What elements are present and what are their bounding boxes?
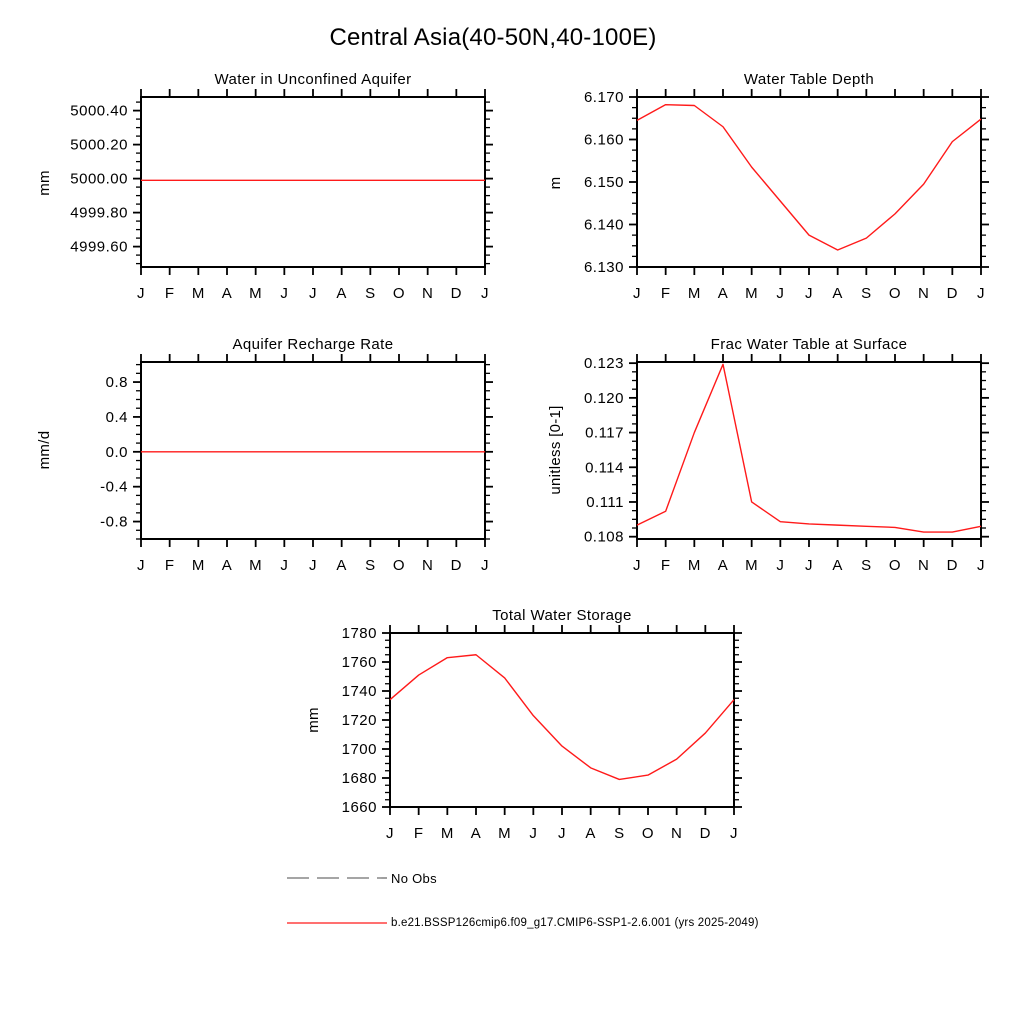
y-tick-label: 5000.40: [70, 102, 128, 120]
x-tick-label: A: [336, 285, 347, 302]
plot-frame: [637, 97, 981, 267]
plot-area: [11, 330, 515, 577]
x-tick-label: N: [421, 285, 434, 302]
y-tick-label: 6.150: [583, 174, 624, 191]
x-tick-label: M: [249, 557, 263, 574]
x-tick-label: J: [481, 557, 489, 574]
series-line: [390, 655, 734, 780]
x-tick-label: J: [558, 825, 566, 842]
x-tick-label: O: [888, 285, 902, 302]
x-tick-label: F: [413, 825, 424, 842]
y-tick-label: -0.8: [100, 513, 128, 531]
no-obs-dashed-line-swatch: [285, 870, 388, 886]
x-tick-label: J: [633, 557, 641, 574]
y-axis-label: mm: [305, 707, 322, 733]
chart-water-in-unconfined-aquifer: [11, 65, 515, 305]
x-tick-label: J: [280, 285, 289, 302]
x-tick-label: J: [309, 557, 317, 574]
x-tick-label: A: [832, 557, 843, 574]
y-tick-label: 0.123: [583, 355, 624, 373]
x-tick-label: S: [614, 825, 625, 842]
y-axis-label: mm/d: [36, 430, 53, 470]
x-tick-label: J: [137, 557, 145, 574]
y-tick-label: 0.111: [586, 493, 624, 511]
x-tick-label: J: [805, 557, 813, 574]
chart-title: Water in Unconfined Aquifer: [214, 71, 412, 88]
x-tick-label: M: [191, 285, 205, 302]
x-tick-label: M: [745, 557, 759, 574]
x-tick-label: M: [191, 557, 205, 574]
x-tick-label: N: [917, 557, 930, 574]
x-tick-label: S: [861, 557, 872, 574]
plot-frame: [141, 97, 485, 267]
chart-title: Total Water Storage: [492, 607, 632, 624]
y-tick-label: 6.130: [583, 259, 624, 276]
y-tick-label: 6.160: [583, 131, 624, 149]
x-tick-label: A: [717, 557, 729, 574]
y-axis-label: unitless [0-1]: [547, 405, 564, 495]
y-tick-label: 6.170: [583, 89, 624, 106]
plot-area: [507, 330, 1011, 577]
x-tick-label: A: [221, 557, 233, 574]
x-tick-label: N: [917, 285, 930, 302]
x-tick-label: S: [365, 285, 376, 302]
x-tick-label: F: [660, 285, 671, 302]
x-tick-label: D: [450, 285, 463, 302]
chart-aquifer-recharge-rate: [11, 330, 515, 577]
x-tick-label: O: [392, 285, 406, 302]
y-tick-label: 1720: [341, 712, 377, 729]
x-tick-label: D: [699, 825, 712, 842]
x-tick-label: A: [221, 285, 233, 302]
y-tick-label: 0.4: [105, 408, 128, 426]
legend-label-model-run: b.e21.BSSP126cmip6.f09_g17.CMIP6-SSP1-2.6.001 (yrs 2025-2049): [391, 917, 759, 929]
y-axis-label: mm: [36, 170, 53, 196]
x-tick-label: O: [392, 557, 406, 574]
x-tick-label: D: [946, 557, 959, 574]
y-tick-label: 5000.20: [70, 136, 128, 154]
x-tick-label: M: [745, 285, 759, 302]
x-tick-label: J: [776, 285, 785, 302]
x-tick-label: J: [977, 557, 985, 574]
y-tick-label: 0.117: [585, 424, 624, 442]
y-tick-label: 0.0: [105, 443, 128, 461]
x-tick-label: D: [450, 557, 463, 574]
x-tick-label: D: [946, 285, 959, 302]
x-tick-label: O: [888, 557, 902, 574]
y-tick-label: 1660: [341, 799, 377, 816]
y-tick-label: 1780: [341, 625, 377, 642]
plot-area: [11, 65, 515, 305]
y-tick-label: 0.114: [585, 459, 624, 477]
x-tick-label: A: [832, 285, 843, 302]
x-tick-label: A: [336, 557, 347, 574]
x-tick-label: M: [687, 557, 701, 574]
x-tick-label: F: [660, 557, 671, 574]
chart-water-table-depth: [507, 65, 1011, 305]
x-tick-label: J: [633, 285, 641, 302]
y-axis-label: m: [547, 176, 564, 190]
x-tick-label: S: [861, 285, 872, 302]
x-tick-label: F: [164, 557, 175, 574]
x-tick-label: J: [386, 825, 394, 842]
x-tick-label: N: [670, 825, 683, 842]
x-tick-label: J: [280, 557, 289, 574]
chart-title: Frac Water Table at Surface: [710, 336, 908, 353]
x-tick-label: F: [164, 285, 175, 302]
x-tick-label: A: [470, 825, 482, 842]
series-line-swatch: [285, 915, 388, 931]
figure-title: Central Asia(40-50N,40-100E): [329, 24, 657, 51]
series-line: [637, 364, 981, 532]
plot-area: [260, 601, 764, 845]
y-tick-label: 0.8: [105, 374, 128, 392]
x-tick-label: S: [365, 557, 376, 574]
x-tick-label: J: [730, 825, 738, 842]
y-tick-label: 1680: [341, 770, 377, 787]
x-tick-label: O: [641, 825, 655, 842]
x-tick-label: J: [137, 285, 145, 302]
legend-entry-no-obs: [285, 870, 437, 886]
y-tick-label: 1700: [341, 741, 377, 758]
chart-total-water-storage: [260, 601, 764, 845]
plot-frame: [390, 633, 734, 807]
y-tick-label: 4999.60: [70, 238, 128, 256]
x-tick-label: J: [805, 285, 813, 302]
chart-title: Water Table Depth: [743, 71, 875, 88]
y-tick-label: 1760: [341, 654, 377, 671]
y-tick-label: 1740: [341, 683, 377, 700]
y-tick-label: -0.4: [100, 478, 128, 496]
x-tick-label: M: [249, 285, 263, 302]
x-tick-label: M: [440, 825, 454, 842]
y-tick-label: 6.140: [583, 216, 624, 234]
y-tick-label: 0.120: [583, 389, 624, 407]
x-tick-label: M: [687, 285, 701, 302]
x-tick-label: J: [776, 557, 785, 574]
legend-label-no-obs: No Obs: [391, 870, 437, 886]
plot-frame: [637, 362, 981, 539]
plot-frame: [141, 362, 485, 539]
plot-area: [507, 65, 1011, 305]
x-tick-label: J: [977, 285, 985, 302]
x-tick-label: N: [421, 557, 434, 574]
legend-entry-model-run: [285, 915, 759, 931]
y-tick-label: 0.108: [583, 528, 624, 546]
x-tick-label: J: [481, 285, 489, 302]
x-tick-label: J: [309, 285, 317, 302]
x-tick-label: J: [529, 825, 538, 842]
x-tick-label: A: [717, 285, 729, 302]
series-line: [637, 105, 981, 250]
y-tick-label: 5000.00: [70, 170, 128, 188]
chart-frac-water-table-at-surface: [507, 330, 1011, 577]
y-tick-label: 4999.80: [70, 204, 128, 222]
chart-title: Aquifer Recharge Rate: [232, 336, 394, 353]
x-tick-label: M: [498, 825, 512, 842]
x-tick-label: A: [585, 825, 596, 842]
